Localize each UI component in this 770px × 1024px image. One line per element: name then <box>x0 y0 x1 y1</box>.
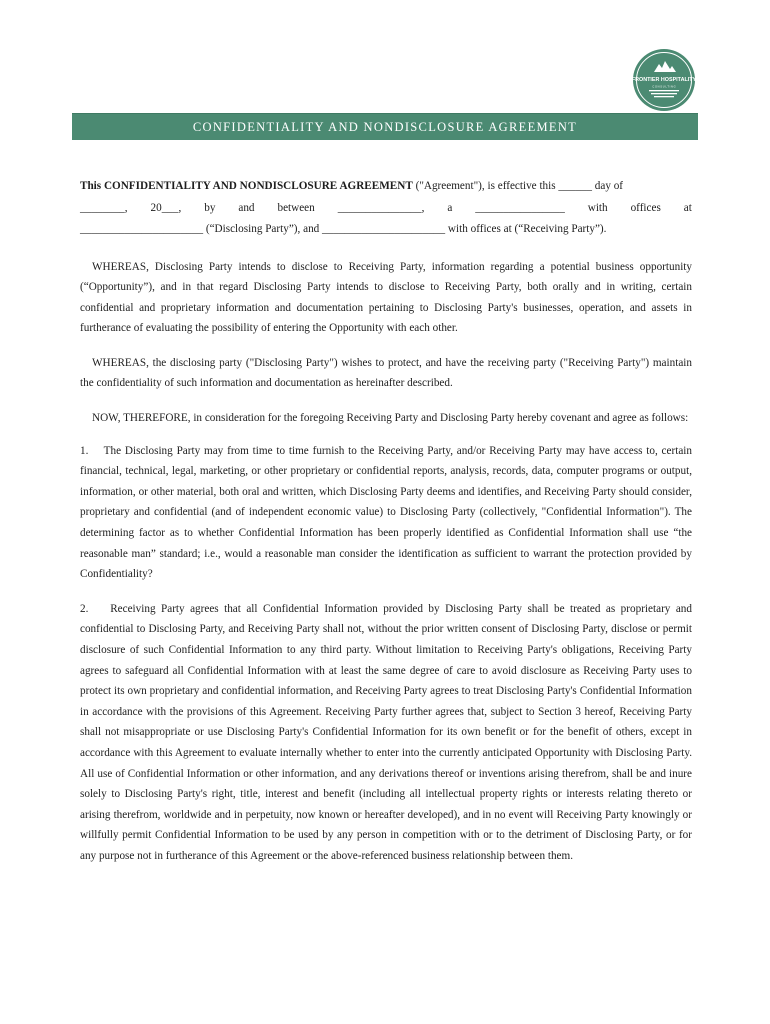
intro-word: by <box>204 201 216 214</box>
clause-2: 2. Receiving Party agrees that all Confidential Information provided by Disclosing Party shall be treated as proprietary and confidential to Disclosing Party, and Receiving Party shall not, without the prior written consent of Disclosing Party, disclose or permit disclosure of such Confidential Information to any third party. Without limitation to Receiving Party's obligations, Receiving Party agrees to safeguard all Confidential Information with at least the same degree of care to avoid disclosure as Receiving Party uses to protect its own proprietary and confidential information, and Receiving Party agrees to treat Disclosing Party's Confidential Information in accordance with the provisions of this Agreement. Receiving Party further agrees that, subject to Section 3 hereof, Receiving Party shall not misappropriate or use Disclosing Party's Confidential Information for its own benefit or for the benefit of others, except in accordance with this Agreement to evaluate internally whether to enter into the currently anticipated Opportunity with Disclosing Party. All use of Confidential Information or other information, and any derivations thereof or inventions arising therefrom, shall be and inure solely to Disclosing Party's right, title, interest and benefit (including all intellectual property rights or interests relating thereto or arising therefrom, worldwide and in perpetuity, now known or hereafter developed), and in no event will Receiving Party knowingly or willfully permit Confidential Information to be used by any person in competition with or to the detriment of Disclosing Party, or for any purpose not in furtherance of this Agreement or the above-referenced business relationship between them. <box>80 602 692 862</box>
intro-word: 20___, <box>150 201 182 214</box>
intro-word: ________, <box>80 201 128 214</box>
intro-word: ________________ <box>475 201 565 214</box>
intro-line-2 <box>80 198 692 220</box>
intro-lead-bold: This CONFIDENTIALITY AND NONDISCLOSURE AGREEMENT <box>80 180 413 192</box>
whereas-paragraph-2: WHEREAS, the disclosing party ("Disclosing Party") wishes to protect, and have the receiving party ("Receiving Party") maintain the confidentiality of such information and documentation as hereinafter described. <box>80 356 692 390</box>
intro-line-3: ______________________ (“Disclosing Party”), and ______________________ with offices at (“Receiving Party”). <box>80 223 607 235</box>
logo-name-line2: C O N S U L T I N G <box>652 85 676 89</box>
intro-word: with <box>587 201 608 214</box>
intro-word: offices <box>630 201 661 214</box>
intro-word: and <box>238 201 255 214</box>
clause-1: 1. The Disclosing Party may from time to time furnish to the Receiving Party, and/or Receiving Party may have access to, certain financial, technical, legal, marketing, or other proprietary or confidential reports, analysis, records, data, computer programs or output, information, or other material, both oral and written, which Disclosing Party deems and identifies, and Receiving Party should consider, proprietary and confidential (and of independent economic value) to Disclosing Party (collectively, "Confidential Information"). The determining factor as to whether Confidential Information has been properly identified as Confidential Information shall use “the reasonable man” standard; i.e., would a reasonable man consider the identification as sufficient to warrant the protection provided by Confidentiality? <box>80 444 692 581</box>
agreement-body <box>80 176 692 867</box>
whereas-paragraph-1: WHEREAS, Disclosing Party intends to disclose to Receiving Party, information regarding a potential business opportunity (“Opportunity”), and in that regard Disclosing Party intends to disclose to Receiving Party, both orally and in writing, certain confidential and proprietary information and documentation pertaining to Disclosing Party's businesses, operation, and assets in furtherance of evaluating the possibility of entering the Opportunity with each other. <box>80 260 692 335</box>
document-title: CONFIDENTIALITY AND NONDISCLOSURE AGREEMENT <box>192 119 578 134</box>
intro-lead-rest: ("Agreement"), is effective this ______ day of <box>412 180 624 192</box>
logo-name-line1: FRONTIER HOSPITALITY <box>632 77 696 83</box>
company-logo <box>632 48 696 112</box>
document-title-bar <box>72 113 698 140</box>
intro-word: a <box>447 201 453 214</box>
now-therefore-paragraph: NOW, THEREFORE, in consideration for the foregoing Receiving Party and Disclosing Party hereby covenant and agree as follows: <box>92 412 689 425</box>
intro-word: _______________, <box>337 201 425 214</box>
intro-word: between <box>277 201 315 214</box>
intro-word: at <box>683 201 692 214</box>
intro-line-1 <box>80 176 692 198</box>
intro-paragraph <box>80 176 692 241</box>
